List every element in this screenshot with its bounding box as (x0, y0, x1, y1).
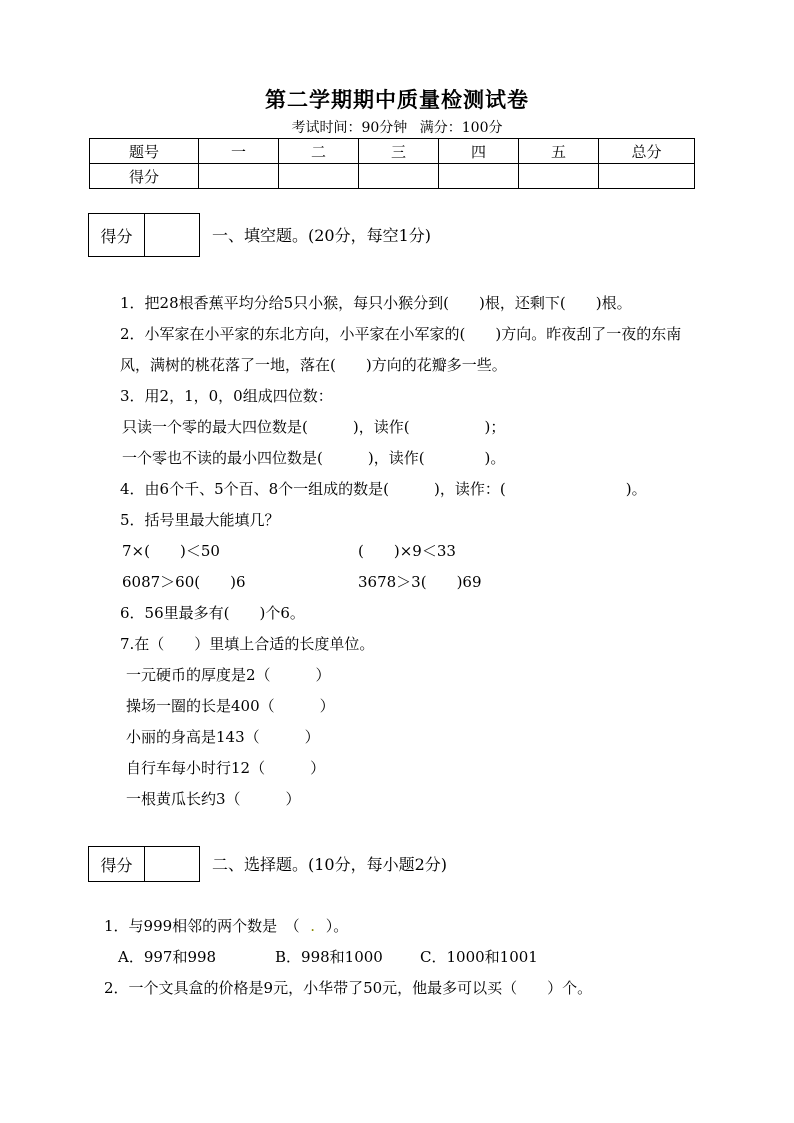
question-line: 小丽的身高是143（ ） (126, 728, 320, 746)
score-cell[interactable] (199, 164, 279, 189)
question-line: 只读一个零的最大四位数是( )，读作( )； (122, 418, 506, 436)
section2-score-blank[interactable] (145, 847, 199, 881)
section1-score-label: 得分 (89, 214, 145, 256)
score-cell[interactable] (359, 164, 439, 189)
score-header-cell: 三 (359, 139, 439, 164)
section2-score-label: 得分 (89, 847, 145, 881)
score-table-header-row (90, 139, 695, 164)
score-cell[interactable] (279, 164, 359, 189)
score-cell[interactable] (519, 164, 599, 189)
q1-suffix: ）。 (325, 917, 349, 935)
score-header-cell: 一 (199, 139, 279, 164)
question-line: 操场一圈的长是400（ ） (126, 697, 335, 715)
option-b: B．998和1000 (275, 948, 383, 966)
full-score: 满分：100分 (419, 120, 503, 136)
question-line: 1．把28根香蕉平均分给5只小猴，每只小猴分到( )根，还剩下( )根。 (120, 294, 632, 312)
question-line: 2．一个文具盒的价格是9元，小华带了50元，他最多可以买（ ）个。 (104, 979, 593, 997)
q5-item: 3678＞3( )69 (358, 573, 482, 591)
score-header-cell: 五 (519, 139, 599, 164)
question-line: 4．由6个千、5个百、8个一组成的数是( )，读作：( )。 (120, 480, 647, 498)
question-line: 2．小军家在小平家的东北方向，小平家在小军家的( )方向。昨夜刮了一夜的东南 (120, 325, 682, 343)
question-line: 6．56里最多有( )个6。 (120, 604, 305, 622)
question-line: 一元硬币的厚度是2（ ） (126, 666, 331, 684)
question-line: 风，满树的桃花落了一地，落在( )方向的花瓣多一些。 (120, 356, 507, 374)
question-line: 7.在（ ）里填上合适的长度单位。 (120, 635, 375, 653)
q5-item: 6087＞60( )6 (122, 573, 246, 591)
section1-score-box (88, 213, 200, 257)
score-header-cell: 二 (279, 139, 359, 164)
exam-meta (0, 117, 794, 137)
score-table (89, 138, 695, 189)
section2-score-box (88, 846, 200, 882)
option-a: A．997和998 (118, 948, 217, 966)
score-cell[interactable] (439, 164, 519, 189)
section2-heading: 二、选择题。(10分，每小题2分) (212, 855, 448, 874)
section1-score-blank[interactable] (145, 214, 199, 256)
exam-time: 考试时间：90分钟 (291, 120, 408, 136)
q5-item: ( )×9＜33 (358, 542, 456, 560)
question-line: 3．用2，1，0，0组成四位数： (120, 387, 333, 405)
score-header-cell: 总分 (599, 139, 695, 164)
q1-answer-dot: . (310, 917, 316, 935)
section1-heading: 一、填空题。(20分，每空1分) (212, 226, 432, 245)
q5-item: 7×( )＜50 (122, 542, 220, 560)
score-table-score-row (90, 164, 695, 189)
score-cell[interactable] (599, 164, 695, 189)
score-row-label: 得分 (90, 164, 199, 189)
question-line (104, 915, 348, 936)
score-header-cell: 题号 (90, 139, 199, 164)
question-line: 自行车每小时行12（ ） (126, 759, 326, 777)
score-header-cell: 四 (439, 139, 519, 164)
question-line: 5．括号里最大能填几？ (120, 511, 280, 529)
question-line: 一个零也不读的最小四位数是( )，读作( )。 (122, 449, 506, 467)
page-title: 第二学期期中质量检测试卷 (265, 87, 529, 112)
q1-prefix: 1．与999相邻的两个数是 （ (104, 917, 300, 935)
question-line: 一根黄瓜长约3（ ） (126, 790, 301, 808)
option-c: C．1000和1001 (420, 948, 538, 966)
